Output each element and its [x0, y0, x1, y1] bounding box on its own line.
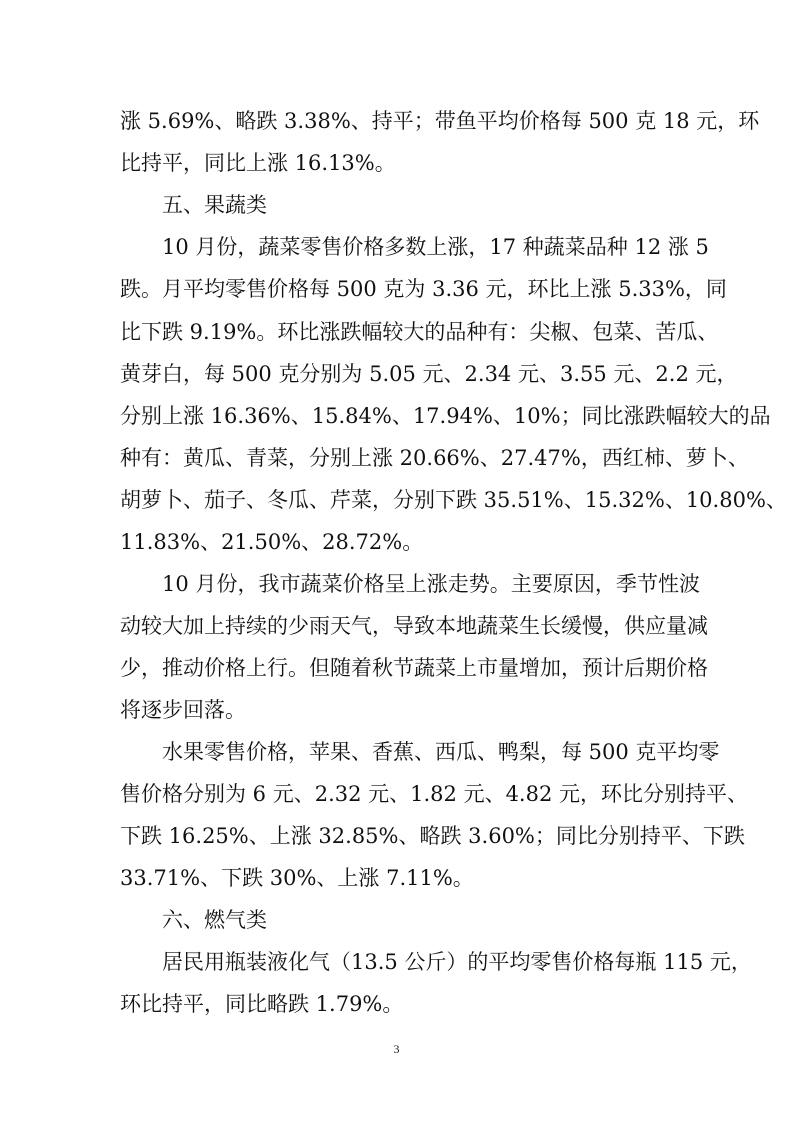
text-line: 种有：黄瓜、青菜，分别上涨 20.66%、27.47%，西红柿、萝卜、	[120, 446, 749, 470]
text-line: 将逐步回落。	[120, 698, 246, 722]
text-line: 水果零售价格，苹果、香蕉、西瓜、鸭梨，每 500 克平均零	[162, 740, 720, 764]
text-line: 黄芽白，每 500 克分别为 5.05 元、2.34 元、3.55 元、2.2 元，	[120, 362, 738, 386]
text-line: 居民用瓶装液化气（13.5 公斤）的平均零售价格每瓶 115 元，	[162, 950, 752, 974]
text-line: 跌。月平均零售价格每 500 克为 3.36 元，环比上涨 5.33%，同	[120, 277, 727, 301]
text-line: 比持平，同比上涨 16.13%。	[120, 151, 396, 175]
text-line: 涨 5.69%、略跌 3.38%、持平；带鱼平均价格每 500 克 18 元，环	[120, 109, 760, 133]
text-line: 分别上涨 16.36%、15.84%、17.94%、10%；同比涨跌幅较大的品	[120, 404, 771, 428]
text-line: 11.83%、21.50%、28.72%。	[120, 530, 424, 554]
text-line: 10 月份，蔬菜零售价格多数上涨，17 种蔬菜品种 12 涨 5	[162, 235, 709, 259]
page-number: 3	[393, 1042, 400, 1056]
text-line: 33.71%、下跌 30%、上涨 7.11%。	[120, 866, 474, 890]
text-line: 下跌 16.25%、上涨 32.85%、略跌 3.60%；同比分别持平、下跌	[120, 824, 745, 848]
section-heading: 六、燃气类	[162, 908, 267, 932]
text-line: 10 月份，我市蔬菜价格呈上涨走势。主要原因，季节性波	[162, 572, 700, 596]
text-line: 环比持平，同比略跌 1.79%。	[120, 992, 404, 1016]
text-line: 胡萝卜、茄子、冬瓜、芹菜，分别下跌 35.51%、15.32%、10.80%、	[120, 488, 787, 512]
text-line: 售价格分别为 6 元、2.32 元、1.82 元、4.82 元，环比分别持平、	[120, 782, 749, 806]
text-line: 少，推动价格上行。但随着秋节蔬菜上市量增加，预计后期价格	[120, 656, 708, 680]
section-heading: 五、果蔬类	[162, 193, 267, 217]
text-line: 动较大加上持续的少雨天气，导致本地蔬菜生长缓慢，供应量减	[120, 614, 708, 638]
text-line: 比下跌 9.19%。环比涨跌幅较大的品种有：尖椒、包菜、苦瓜、	[120, 320, 719, 344]
